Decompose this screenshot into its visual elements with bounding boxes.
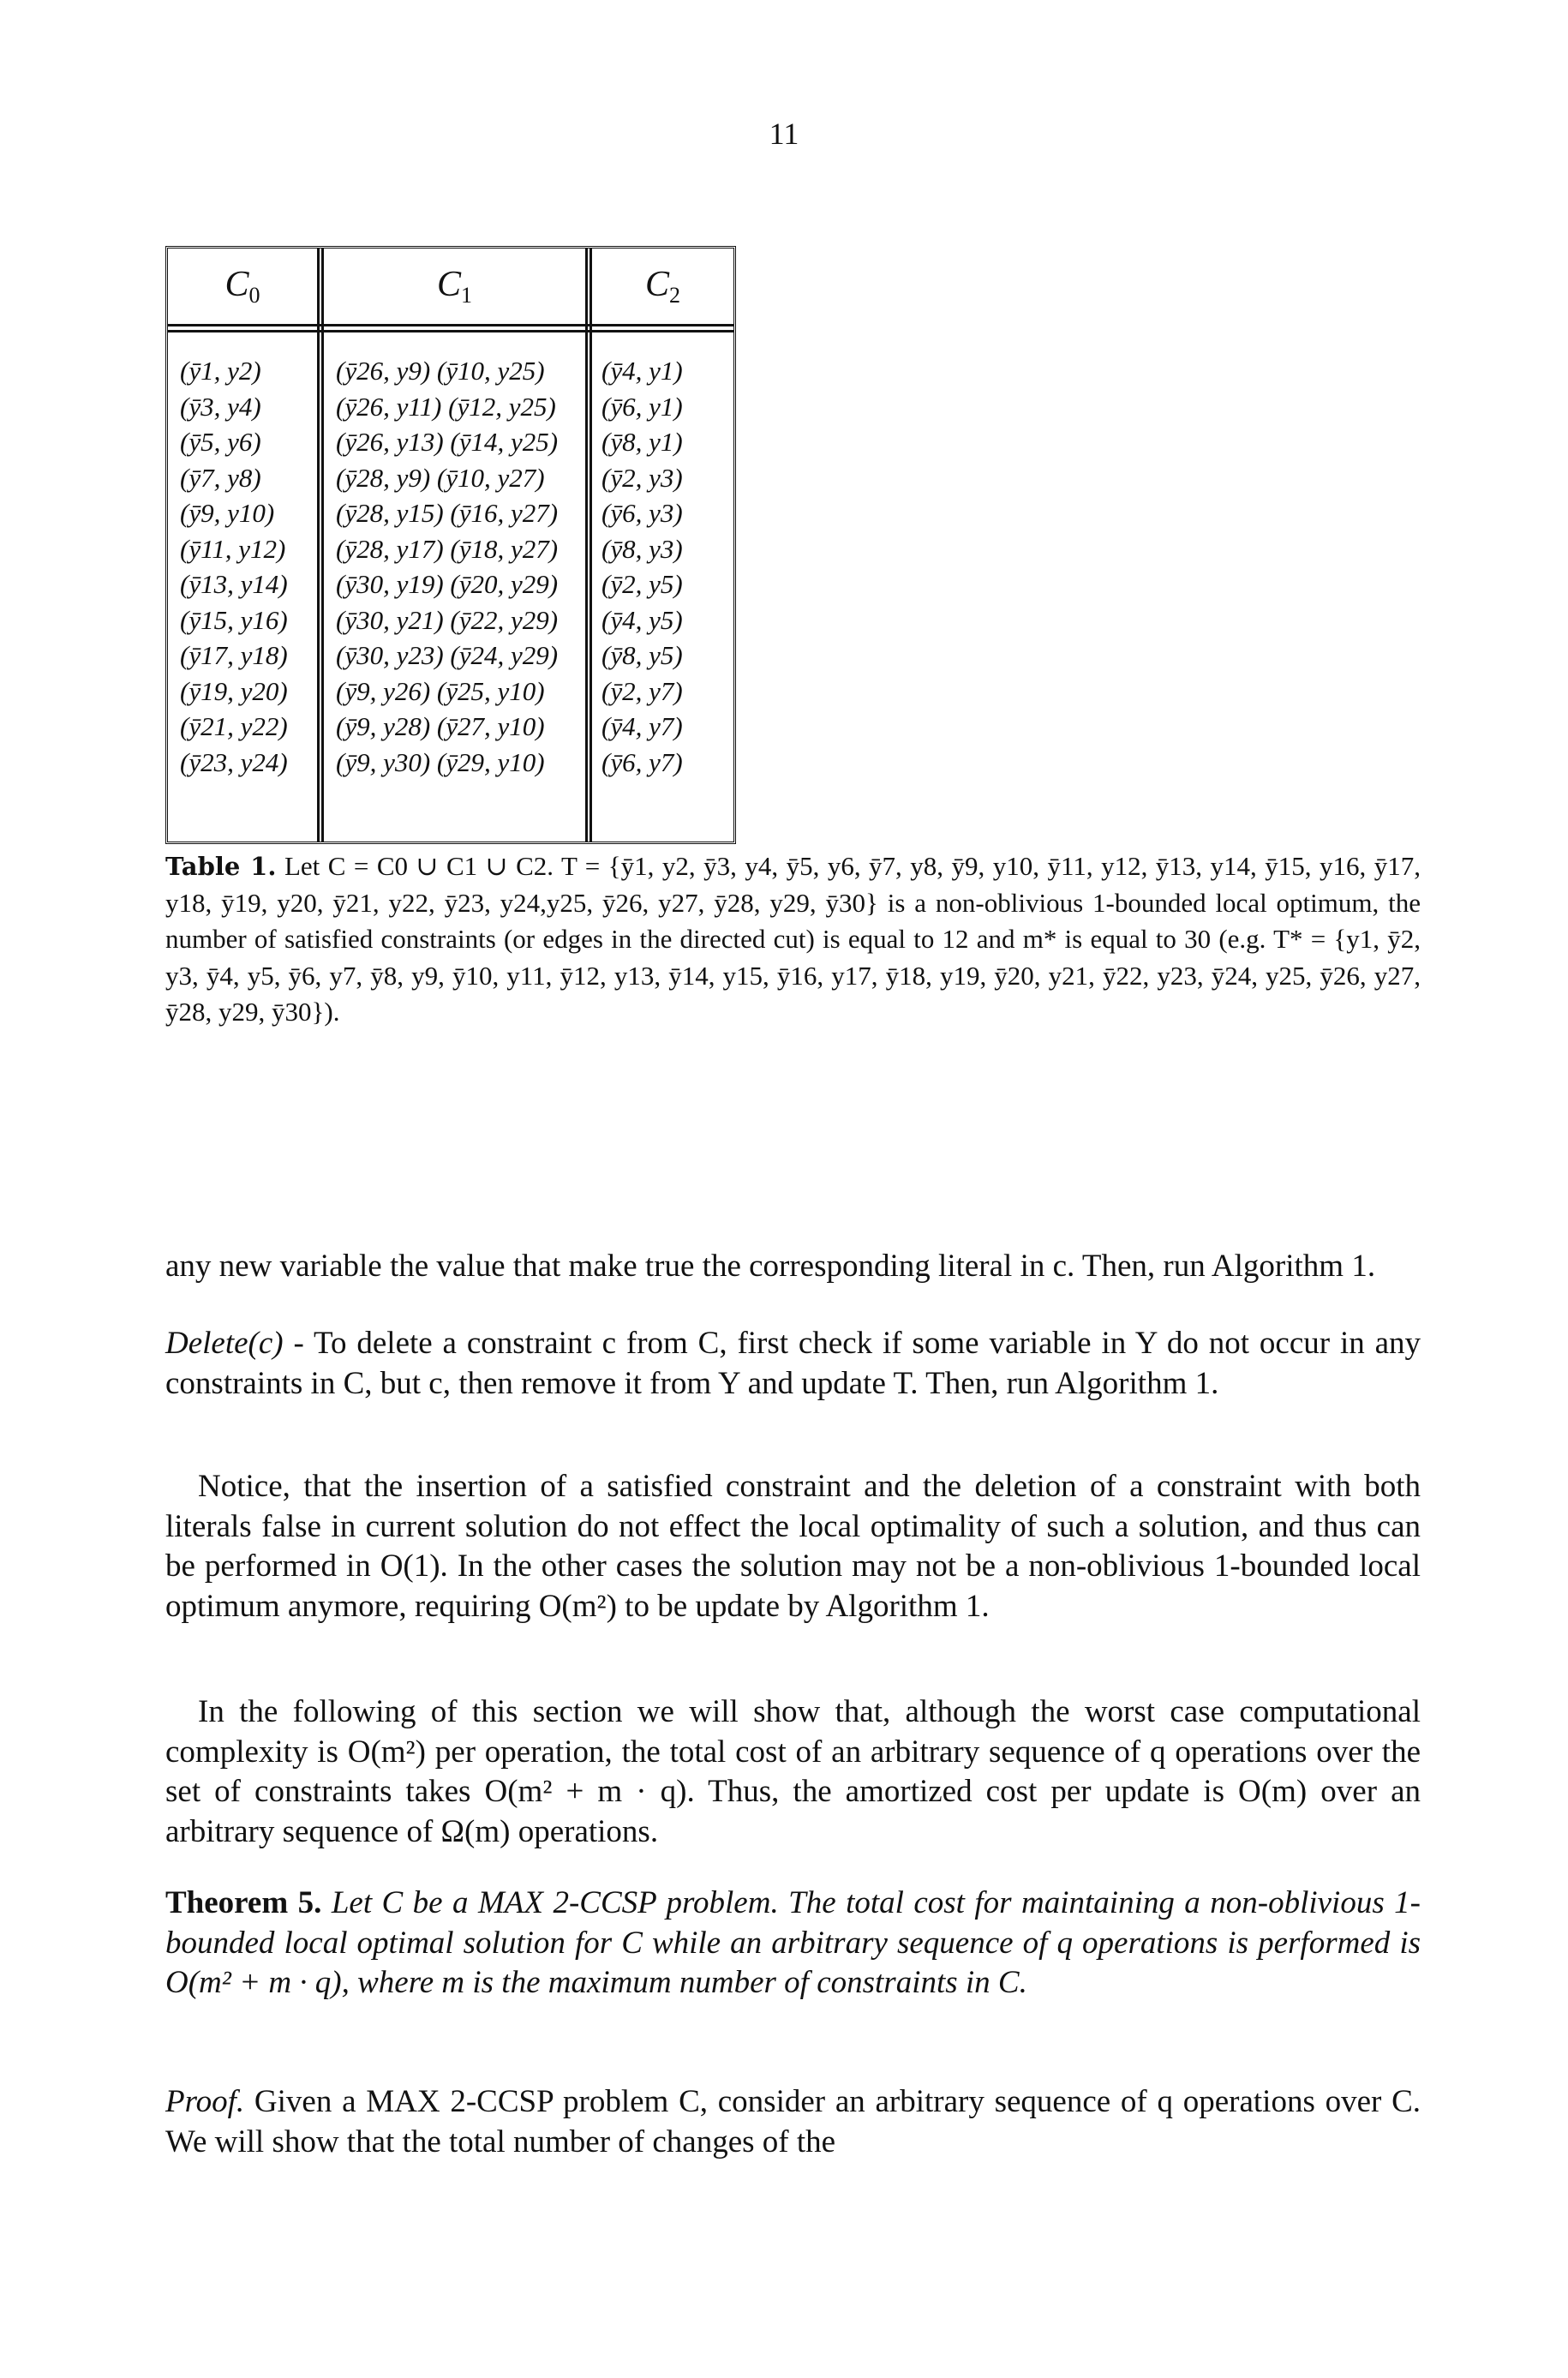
proof-text: Given a MAX 2-CCSP problem C, consider an arbitrary sequence of q operations over C. We will show that the total number of changes of the: [165, 2084, 1421, 2159]
table-cell: (ȳ4, y5): [601, 604, 683, 635]
header-c0: $C_0$: [224, 265, 260, 308]
paragraph: Notice, that the insertion of a satisfied constraint and the deletion of a constraint with both literals false in current solution do not effect the local optimality of such a solution, and thus can be performed in O(1). In the other cases the solution may not be a non-oblivious 1-bounded local optimum anymore, requiring O(m²) to be update by Algorithm 1.: [165, 1469, 1421, 1624]
table-cell: (ȳ2, y7): [601, 675, 683, 706]
column-c2: [601, 353, 683, 780]
column-divider: [585, 249, 592, 842]
paragraph: [165, 1324, 1421, 1404]
table-cell: (ȳ9, y28) (ȳ27, y10): [336, 711, 545, 741]
table-cell: (ȳ8, y1): [601, 427, 683, 457]
header-rule: [168, 330, 733, 332]
table-cell: (ȳ3, y4): [180, 391, 261, 422]
proof: [165, 2082, 1421, 2162]
table-cell: (ȳ8, y5): [601, 640, 683, 670]
caption-text: Let C = C0 ∪ C1 ∪ C2. T = {ȳ1, y2, ȳ3, y4, ȳ5, y6, ȳ7, y8, ȳ9, y10, ȳ11, y12, ȳ13, y14, ȳ15, y16, ȳ17, y18, ȳ19, y20, ȳ21, y22, ȳ23, y24,y25, ȳ26, y27, ȳ28, y29, ȳ30} is a non-oblivious 1-bounded local optimum, the number of satisfied constraints (or edges in the directed cut) is equal to 12 and m* is equal to 30 (e.g. T* = {y1, ȳ2, y3, ȳ4, y5, ȳ6, y7, ȳ8, y9, ȳ10, y11, ȳ12, y13, ȳ14, y15, ȳ16, y17, ȳ18, y19, ȳ20, y21, ȳ22, y23, ȳ24, y25, ȳ26, y27, ȳ28, y29, ȳ30}).: [165, 851, 1421, 1027]
table-caption: [165, 848, 1421, 1031]
table-cell: (ȳ21, y22): [180, 711, 288, 741]
header-c1: $C_1$: [436, 265, 472, 308]
table-cell: (ȳ17, y18): [180, 640, 288, 670]
constraints-table: [165, 246, 736, 844]
table-cell: (ȳ26, y13) (ȳ14, y25): [336, 427, 559, 457]
table-cell: (ȳ15, y16): [180, 604, 288, 635]
table-cell: (ȳ30, y23) (ȳ24, y29): [336, 640, 559, 670]
table-cell: (ȳ2, y5): [601, 569, 683, 599]
column-divider: [317, 249, 324, 842]
header-c2: $C_2$: [644, 265, 680, 308]
table-cell: (ȳ7, y8): [180, 462, 261, 493]
theorem: [165, 1884, 1421, 2004]
table-cell: (ȳ28, y15) (ȳ16, y27): [336, 498, 559, 528]
table-cell: (ȳ2, y3): [601, 462, 683, 493]
theorem-label: Theorem 5.: [165, 1885, 322, 1920]
table-cell: (ȳ5, y6): [180, 427, 261, 457]
page-number: 11: [769, 117, 799, 151]
table-cell: (ȳ11, y12): [180, 533, 286, 564]
table-cell: (ȳ23, y24): [180, 746, 288, 777]
table-cell: (ȳ26, y11) (ȳ12, y25): [336, 391, 556, 422]
proof-label: Proof.: [165, 2084, 245, 2119]
column-c1: [336, 353, 558, 780]
table-cell: (ȳ28, y17) (ȳ18, y27): [336, 533, 559, 564]
table-cell: (ȳ30, y21) (ȳ22, y29): [336, 604, 559, 635]
table-cell: (ȳ8, y3): [601, 533, 683, 564]
column-c0: [180, 353, 288, 780]
table-cell: (ȳ6, y1): [601, 391, 683, 422]
table-cell: (ȳ28, y9) (ȳ10, y27): [336, 462, 545, 493]
paragraph: any new variable the value that make true the corresponding literal in c. Then, run Algorithm 1.: [165, 1249, 1376, 1284]
table-cell: (ȳ13, y14): [180, 569, 288, 599]
table-cell: (ȳ6, y3): [601, 498, 683, 528]
table-cell: (ȳ6, y7): [601, 746, 683, 777]
theorem-statement: Let C be a MAX 2-CCSP problem. The total cost for maintaining a non-oblivious 1-bounded local optimal solution for C while an arbitrary sequence of q operations is performed is O(m² + m · q), where m is the maximum number of constraints in C.: [165, 1885, 1421, 2000]
table-cell: (ȳ30, y19) (ȳ20, y29): [336, 569, 559, 599]
table-cell: (ȳ26, y9) (ȳ10, y25): [336, 356, 545, 386]
caption-label: Table 1.: [165, 852, 277, 881]
table-cell: (ȳ9, y30) (ȳ29, y10): [336, 746, 545, 777]
table-cell: (ȳ4, y1): [601, 356, 683, 386]
table-cell: (ȳ9, y10): [180, 498, 275, 528]
table-cell: (ȳ19, y20): [180, 675, 288, 706]
table-cell: (ȳ1, y2): [180, 356, 261, 386]
table-cell: (ȳ9, y26) (ȳ25, y10): [336, 675, 545, 706]
paragraph-text: - To delete a constraint c from C, first check if some variable in Y do not occur in any constraints in C, but c, then remove it from Y and update T. Then, run Algorithm 1.: [165, 1326, 1421, 1401]
header-rule: [168, 324, 733, 326]
paragraph: In the following of this section we will show that, although the worst case computational complexity is O(m²) per operation, the total cost of an arbitrary sequence of q operations over the set of constraints takes O(m² + m · q). Thus, the amortized cost per update is O(m) over an arbitrary sequence of Ω(m) operations.: [165, 1694, 1421, 1849]
table-cell: (ȳ4, y7): [601, 711, 683, 741]
delete-label: Delete(c): [165, 1326, 284, 1361]
